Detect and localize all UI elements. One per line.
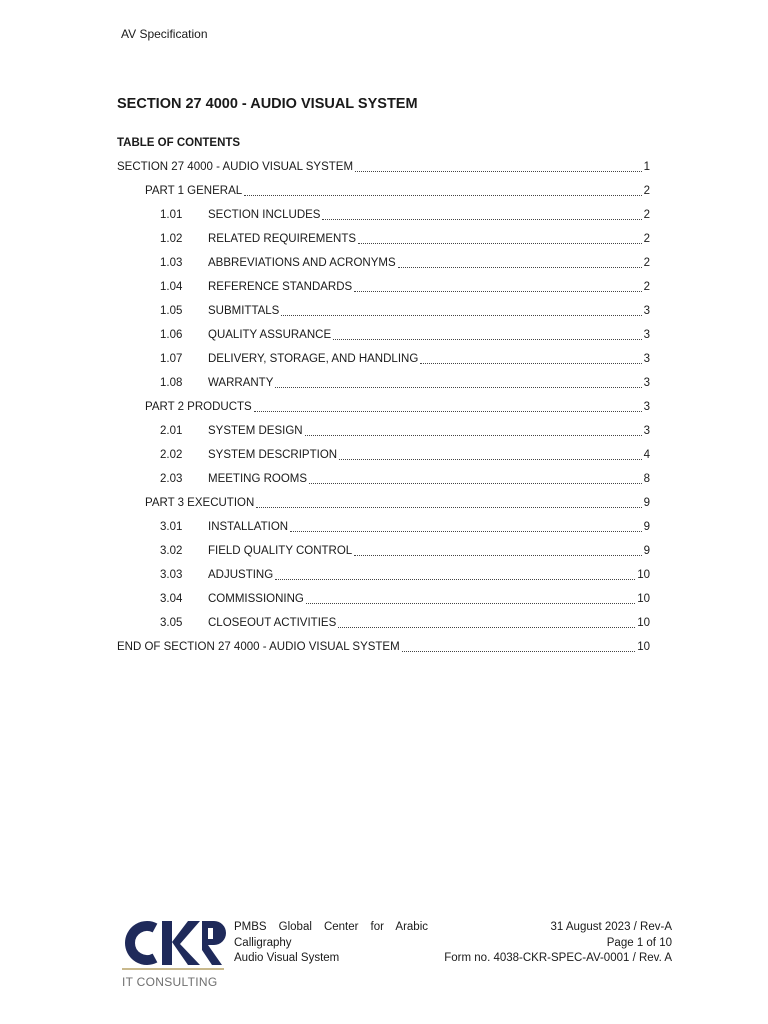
toc-entry[interactable] xyxy=(117,587,650,611)
logo-divider xyxy=(122,968,224,970)
toc-entry-page: 9 xyxy=(643,521,650,533)
toc-entry-title: PART 2 PRODUCTS xyxy=(145,401,252,413)
toc-entry-number: 1.01 xyxy=(160,209,183,221)
toc-entry-page: 2 xyxy=(643,209,650,221)
footer-form-number: Form no. 4038-CKR-SPEC-AV-0001 / Rev. A xyxy=(444,952,672,964)
footer-page-number: Page 1 of 10 xyxy=(606,936,672,949)
toc-entry-page: 10 xyxy=(637,617,650,629)
table-of-contents xyxy=(117,155,650,659)
toc-entry-number: 1.06 xyxy=(160,329,183,341)
toc-entry[interactable] xyxy=(117,179,650,203)
toc-entry-page: 2 xyxy=(643,281,650,293)
toc-entry-number: 2.02 xyxy=(160,449,183,461)
toc-dot-leader xyxy=(254,401,642,412)
ckr-logo xyxy=(122,918,226,988)
toc-entry-page: 9 xyxy=(643,497,650,509)
ckr-logo-mark xyxy=(122,918,226,968)
toc-dot-leader xyxy=(358,233,642,244)
toc-entry-page: 10 xyxy=(637,593,650,605)
toc-entry-number: 3.04 xyxy=(160,593,183,605)
toc-dot-leader xyxy=(355,161,642,172)
toc-entry[interactable] xyxy=(117,299,650,323)
toc-entry-title: INSTALLATION xyxy=(208,521,289,533)
toc-entry-page: 4 xyxy=(643,449,650,461)
toc-entry-number: 3.01 xyxy=(160,521,183,533)
toc-entry[interactable] xyxy=(117,251,650,275)
toc-entry-title: RELATED REQUIREMENTS xyxy=(208,233,357,245)
toc-entry-title: MEETING ROOMS xyxy=(208,473,308,485)
toc-dot-leader xyxy=(309,473,642,484)
toc-entry[interactable] xyxy=(117,635,650,659)
toc-entry-page: 10 xyxy=(637,569,650,581)
toc-dot-leader xyxy=(338,617,635,628)
section-title: SECTION 27 4000 - AUDIO VISUAL SYSTEM xyxy=(117,96,418,112)
toc-entry-page: 2 xyxy=(643,233,650,245)
footer-project-info xyxy=(234,920,428,967)
toc-entry-number: 1.04 xyxy=(160,281,183,293)
toc-entry-number: 2.03 xyxy=(160,473,183,485)
toc-entry-number: 2.01 xyxy=(160,425,183,437)
toc-entry-number: 3.02 xyxy=(160,545,183,557)
toc-entry-title: DELIVERY, STORAGE, AND HANDLING xyxy=(208,353,419,365)
toc-entry[interactable] xyxy=(117,395,650,419)
toc-entry-page: 1 xyxy=(643,161,650,173)
toc-entry-number: 1.05 xyxy=(160,305,183,317)
toc-entry-page: 10 xyxy=(637,641,650,653)
document-header-label: AV Specification xyxy=(121,27,208,41)
toc-dot-leader xyxy=(420,353,641,364)
toc-entry-title: END OF SECTION 27 4000 - AUDIO VISUAL SYSTEM xyxy=(117,641,400,653)
toc-dot-leader xyxy=(244,185,641,196)
toc-entry-title: FIELD QUALITY CONTROL xyxy=(208,545,353,557)
toc-entry-page: 8 xyxy=(643,473,650,485)
toc-entry[interactable] xyxy=(117,371,650,395)
footer-project-line2: Calligraphy xyxy=(234,936,292,949)
toc-entry-title: REFERENCE STANDARDS xyxy=(208,281,353,293)
toc-entry-page: 2 xyxy=(643,185,650,197)
toc-entry-title: SECTION 27 4000 - AUDIO VISUAL SYSTEM xyxy=(117,161,354,173)
toc-dot-leader xyxy=(306,593,635,604)
toc-entry[interactable] xyxy=(117,275,650,299)
toc-dot-leader xyxy=(275,569,635,580)
toc-dot-leader xyxy=(339,449,642,460)
toc-entry[interactable] xyxy=(117,227,650,251)
toc-entry-title: ADJUSTING xyxy=(208,569,274,581)
toc-entry-title: SYSTEM DESCRIPTION xyxy=(208,449,338,461)
toc-entry-title: ABBREVIATIONS AND ACRONYMS xyxy=(208,257,396,269)
toc-entry[interactable] xyxy=(117,347,650,371)
toc-entry-page: 3 xyxy=(643,377,650,389)
toc-entry-number: 1.07 xyxy=(160,353,183,365)
toc-dot-leader xyxy=(256,497,641,508)
toc-dot-leader xyxy=(398,257,642,268)
toc-entry[interactable] xyxy=(117,491,650,515)
toc-entry-title: SYSTEM DESIGN xyxy=(208,425,303,437)
footer-document-info xyxy=(444,920,672,967)
toc-entry-title: QUALITY ASSURANCE xyxy=(208,329,332,341)
toc-dot-leader xyxy=(275,377,641,388)
logo-subtitle: IT CONSULTING xyxy=(122,975,218,989)
toc-entry[interactable] xyxy=(117,203,650,227)
toc-entry[interactable] xyxy=(117,539,650,563)
footer-project-line1: PMBS Global Center for Arabic xyxy=(234,921,428,933)
toc-entry[interactable] xyxy=(117,563,650,587)
toc-entry-page: 2 xyxy=(643,257,650,269)
toc-entry-title: COMMISSIONING xyxy=(208,593,304,605)
toc-entry[interactable] xyxy=(117,443,650,467)
toc-entry-page: 3 xyxy=(643,425,650,437)
toc-dot-leader xyxy=(281,305,641,316)
toc-entry-title: PART 1 GENERAL xyxy=(145,185,243,197)
toc-entry-title: WARRANTY xyxy=(208,377,274,389)
toc-entry[interactable] xyxy=(117,155,650,179)
toc-entry-number: 3.03 xyxy=(160,569,183,581)
toc-entry-number: 3.05 xyxy=(160,617,183,629)
page-footer xyxy=(0,912,768,992)
toc-dot-leader xyxy=(322,209,641,220)
toc-dot-leader xyxy=(290,521,642,532)
toc-entry-page: 9 xyxy=(643,545,650,557)
toc-dot-leader xyxy=(402,641,636,652)
toc-entry[interactable] xyxy=(117,467,650,491)
toc-entry-title: SUBMITTALS xyxy=(208,305,280,317)
toc-entry[interactable] xyxy=(117,611,650,635)
toc-entry-number: 1.03 xyxy=(160,257,183,269)
toc-dot-leader xyxy=(305,425,642,436)
toc-entry[interactable] xyxy=(117,515,650,539)
toc-entry[interactable] xyxy=(117,323,650,347)
footer-date-revision: 31 August 2023 / Rev-A xyxy=(550,921,672,933)
toc-entry-page: 3 xyxy=(643,305,650,317)
toc-dot-leader xyxy=(354,281,641,292)
toc-entry-title: CLOSEOUT ACTIVITIES xyxy=(208,617,337,629)
toc-entry-title: PART 3 EXECUTION xyxy=(145,497,255,509)
toc-entry[interactable] xyxy=(117,419,650,443)
toc-entry-title: SECTION INCLUDES xyxy=(208,209,321,221)
toc-entry-number: 1.08 xyxy=(160,377,183,389)
toc-dot-leader xyxy=(354,545,641,556)
toc-entry-page: 3 xyxy=(643,329,650,341)
footer-project-line3: Audio Visual System xyxy=(234,952,340,964)
toc-entry-number: 1.02 xyxy=(160,233,183,245)
toc-heading: TABLE OF CONTENTS xyxy=(117,137,241,149)
toc-dot-leader xyxy=(333,329,641,340)
toc-entry-page: 3 xyxy=(643,401,650,413)
toc-entry-page: 3 xyxy=(643,353,650,365)
